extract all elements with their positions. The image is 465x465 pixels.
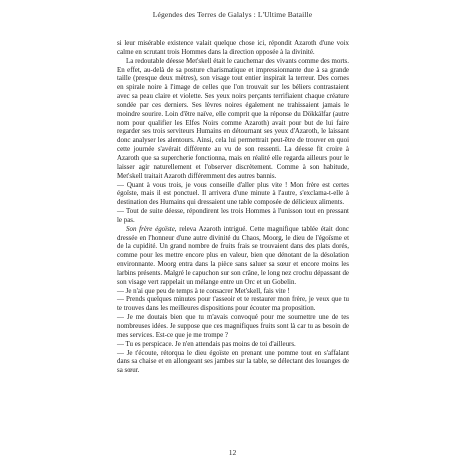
italic-phrase: Son frère égoïste [126,224,175,233]
body-text [117,39,349,375]
dialogue-line: — Tu es perspicace. Je n'en attendais pas moins de toi d'ailleurs. [117,339,296,348]
page-number: 12 [228,448,237,457]
dialogue-line: — Prends quelques minutes pour t'asseoir et te restaurer mon frère, je veux que tu te trouves dans les meilleures dispositions pour écouter ma proposition. [117,295,349,313]
paragraph-rest: , releva Azaroth intrigué. Cette magnifique tablée était donc dressée en l'honneur d'une autre divinité du Chaos, Moorg, le dieu de l'égoïsme et de la cupidité. Un grand nombre de fruits frais se trouvaient dans des plats dorés, comme pour les mettre encore plus en valeur, bien que dénotant de la désolation environnante. Moorg entra dans la pièce sans saluer sa sœur et encore moins les larbins présents. Malgré le capuchon sur son crâne, le long nez crochu dépassant de son visage vert rappelait un mélange entre un Orc et un Gobelin. [117,224,349,286]
paragraph: si leur misérable existence valait quelque chose ici, répondit Azaroth d'une voix calme en scrutant trois Hommes dans la direction opposée à la divinité. [117,39,349,56]
paragraph: La redoutable déesse Met'skell était le cauchemar des vivants comme des morts. En effet, au-delà de sa posture charismatique et impressionnante due à sa grande taille (presque deux mètres), son visage tout entier inspirait la terreur. Des cornes en spirale noire à l'image de celles que l'on trouvait sur les béliers contrastaient avec sa peau claire et violette. Ses yeux noirs perçants terrifiaient chaque créature sondée par ces derniers. Ses lèvres noires également ne trahissaient jamais le moindre sourire. Loin d'être naïve, elle comprit que la réponse du Dökkálfar (autre nom pour qualifier les Elfes Noirs comme Azaroth) avait pour but de lui faire regarder ses trois serviteurs Humains en détournant ses yeux d'Azaroth, le laissant donc analyser les alentours. Ainsi, cela lui permettrait peut-être de trouver en quoi cette journée s'avérait différente au vu de son ressenti. La déesse fit croire à Azaroth que sa supercherie fonctionna, mais en réalité elle regarda ailleurs pour le laisser agir naturellement et l'observer discrètement. Comme à son habitude, Met'skell traitait Azaroth différemment des autres bannis. [117,56,349,180]
dialogue-line: — Je t'écoute, rétorqua le dieu égoïste en prenant une pomme tout en s'affalant dans sa chaise et en allongeant ses jambes sur la table, se délectant des louanges de sa sœur. [117,348,349,375]
running-head: Légendes des Terres de Galalys : L'Ultime Bataille [152,10,313,19]
dialogue-line: — Je me doutais bien que tu m'avais convoqué pour me soumettre une de tes nombreuses idées. Je suppose que ces magnifiques fruits sont là car tu as besoin de mes services. Est-ce que je me trompe ? [117,313,349,339]
dialogue-line: — Je n'ai que peu de temps à te consacrer Met'skell, fais vite ! [117,286,290,295]
dialogue-line: — Quant à vous trois, je vous conseille d'aller plus vite ! Mon frère est certes égoïste, mais il est ponctuel. Il arrivera d'une minute à l'autre, s'exclama-t-elle à destination des Humains qui dressaient une table composée de délicieux aliments. [117,180,349,207]
paragraph [117,225,349,287]
dialogue-line: — Tout de suite déesse, répondirent les trois Hommes à l'unisson tout en pressant le pas. [117,207,349,224]
